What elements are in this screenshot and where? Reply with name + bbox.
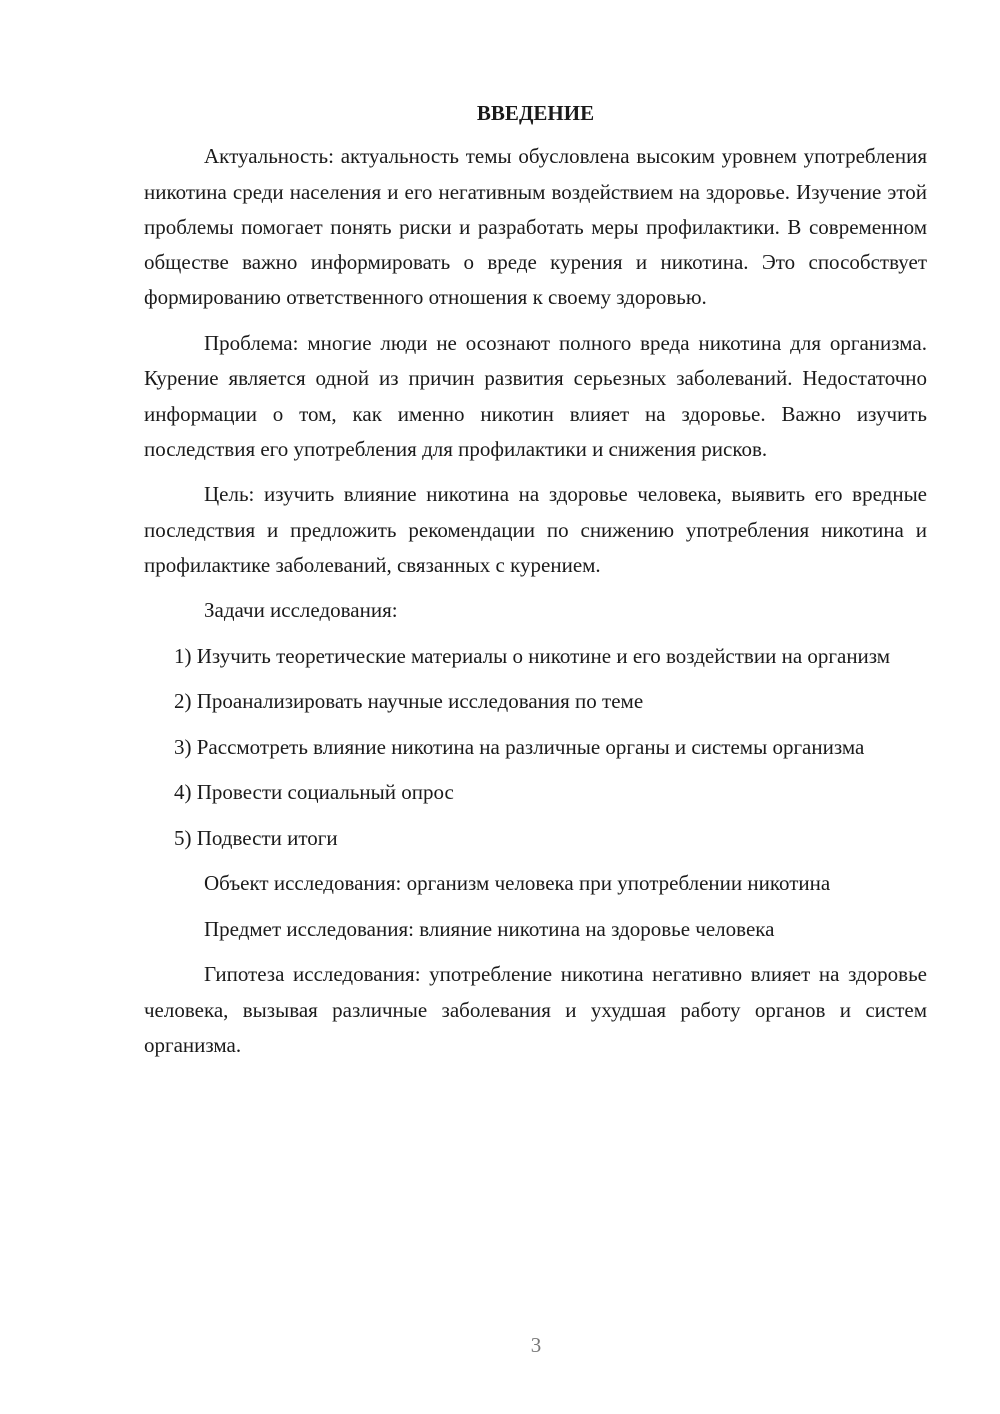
task-item-5: 5) Подвести итоги: [174, 825, 338, 850]
task-item-4: 4) Провести социальный опрос: [174, 780, 454, 805]
page-title: ВВЕДЕНИЕ: [476, 101, 595, 125]
tasks-heading: Задачи исследования:: [204, 598, 398, 623]
task-item-3: 3) Рассмотреть влияние никотина на различные органы и системы организма: [174, 734, 865, 759]
task-item-1: 1) Изучить теоретические материалы о никотине и его воздействии на организм: [174, 643, 891, 668]
page-number: 3: [530, 1333, 542, 1357]
goal-paragraph: Цель: изучить влияние никотина на здоровье человека, выявить его вредные последствия и предложить рекомендации по снижению употребления никотина и профилактике заболеваний, связанных с курением.: [144, 482, 927, 577]
task-item-2: 2) Проанализировать научные исследования по теме: [174, 689, 644, 714]
object-paragraph: Объект исследования: организм человека при употреблении никотина: [204, 871, 831, 896]
hypothesis-paragraph: Гипотеза исследования: употребление никотина негативно влияет на здоровье человека, вызывая различные заболевания и ухудшая работу органов и систем организма.: [144, 962, 927, 1057]
subject-paragraph: Предмет исследования: влияние никотина на здоровье человека: [204, 916, 775, 941]
document-page: [144, 96, 927, 1073]
problem-paragraph: Проблема: многие люди не осознают полного вреда никотина для организма. Курение является одной из причин развития серьезных заболеваний. Недостаточно информации о том, как именно никотин влияет на здоровье. Важно изучить последствия его употребления для профилактики и снижения рисков.: [144, 330, 927, 461]
relevance-paragraph: Актуальность: актуальность темы обусловлена высоким уровнем употребления никотина среди населения и его негативным воздействием на здоровье. Изучение этой проблемы помогает понять риски и разработать меры профилактики. В современном обществе важно информировать о вреде курения и никотина. Это способствует формированию ответственного отношения к своему здоровью.: [144, 144, 927, 310]
